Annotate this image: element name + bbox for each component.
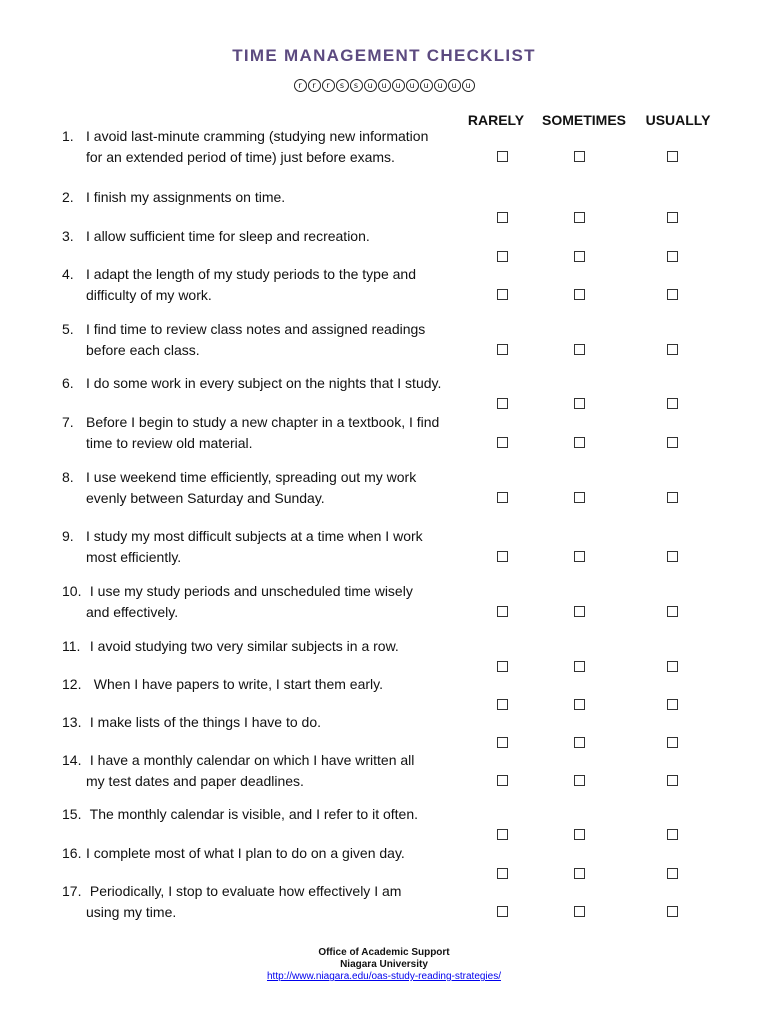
checkbox-usually[interactable] [667,289,678,300]
checkbox-usually[interactable] [667,551,678,562]
checkbox-rarely[interactable] [497,344,508,355]
item-number: 16. [62,845,82,861]
checkbox-usually[interactable] [667,492,678,503]
column-header-sometimes: SOMETIMES [541,112,626,128]
checkbox-rarely[interactable] [497,661,508,672]
rating-circles [0,79,768,92]
checklist-item [62,319,462,360]
checkbox-rarely[interactable] [497,212,508,223]
checkbox-sometimes[interactable] [574,492,585,503]
item-text-continued: difficulty of my work. [86,286,212,303]
item-text-continued: time to review old material. [86,434,253,451]
checklist-item [62,126,462,167]
checkbox-rarely[interactable] [497,551,508,562]
checkbox-rarely[interactable] [497,437,508,448]
checklist-item [62,226,462,247]
checkbox-sometimes[interactable] [574,398,585,409]
checkbox-sometimes[interactable] [574,829,585,840]
item-number: 3. [62,228,74,244]
checkbox-rarely[interactable] [497,289,508,300]
item-line1 [62,674,462,695]
item-text: I avoid last-minute cramming (studying new information [86,128,429,144]
circle-letter: r [322,79,335,92]
checkbox-usually[interactable] [667,868,678,879]
item-number: 10. [62,583,82,599]
item-line1 [62,526,462,547]
checkbox-rarely[interactable] [497,398,508,409]
item-text: Periodically, I stop to evaluate how effectively I am [86,883,402,899]
checkbox-sometimes[interactable] [574,906,585,917]
column-header-rarely: RARELY [467,112,525,128]
checklist-item [62,674,462,695]
item-number: 12. [62,676,82,692]
item-line1 [62,881,462,902]
item-text: I complete most of what I plan to do on a given day. [86,845,405,861]
page-title: TIME MANAGEMENT CHECKLIST [232,46,536,65]
checklist-item [62,412,462,453]
item-number: 17. [62,883,82,899]
footer-university: Niagara University [340,959,428,970]
item-line1 [62,412,462,433]
checkbox-sometimes[interactable] [574,661,585,672]
checkbox-rarely[interactable] [497,606,508,617]
item-number: 13. [62,714,82,730]
checklist-item [62,636,462,657]
item-number: 4. [62,266,74,282]
checkbox-usually[interactable] [667,829,678,840]
item-line1 [62,467,462,488]
item-text-continued: and effectively. [86,603,179,620]
checklist-item [62,712,462,733]
checkbox-sometimes[interactable] [574,289,585,300]
checkbox-rarely[interactable] [497,775,508,786]
item-text: I use my study periods and unscheduled time wisely [86,583,413,599]
checklist-item [62,264,462,305]
circle-letter: u [364,79,377,92]
checklist-item [62,187,462,208]
checkbox-usually[interactable] [667,737,678,748]
item-line1 [62,187,462,208]
checkbox-rarely[interactable] [497,251,508,262]
checkbox-usually[interactable] [667,906,678,917]
item-text-continued: before each class. [86,341,200,358]
checkbox-sometimes[interactable] [574,251,585,262]
item-text: Before I begin to study a new chapter in a textbook, I find [86,414,440,430]
item-text: I make lists of the things I have to do. [86,714,322,730]
checkbox-rarely[interactable] [497,906,508,917]
column-header-usually: USUALLY [645,112,711,128]
checklist-item [62,373,462,394]
checklist-item [62,581,462,622]
checkbox-sometimes[interactable] [574,437,585,448]
checkbox-rarely[interactable] [497,829,508,840]
item-line1 [62,843,462,864]
item-number: 14. [62,752,82,768]
item-text-continued: most efficiently. [86,548,182,565]
checkbox-usually[interactable] [667,212,678,223]
checkbox-rarely[interactable] [497,699,508,710]
checkbox-usually[interactable] [667,661,678,672]
item-text-continued: using my time. [86,903,177,920]
checkbox-sometimes[interactable] [574,344,585,355]
item-text: I avoid studying two very similar subjects in a row. [86,638,399,654]
checkbox-rarely[interactable] [497,151,508,162]
checklist-item [62,750,462,791]
item-text: I do some work in every subject on the nights that I study. [86,375,442,391]
item-line1 [62,636,462,657]
circle-letter: u [378,79,391,92]
circle-letter: u [462,79,475,92]
item-line1 [62,804,462,825]
checklist-item [62,526,462,567]
item-number: 5. [62,321,74,337]
checkbox-rarely[interactable] [497,737,508,748]
checkbox-sometimes[interactable] [574,868,585,879]
checkbox-usually[interactable] [667,151,678,162]
item-number: 2. [62,189,74,205]
item-line1 [62,712,462,733]
item-number: 1. [62,128,74,144]
footer-link[interactable]: http://www.niagara.edu/oas-study-reading-strategies/ [266,971,501,982]
checkbox-usually[interactable] [667,606,678,617]
checkbox-usually[interactable] [667,699,678,710]
circle-letter: u [406,79,419,92]
checkbox-usually[interactable] [667,344,678,355]
item-number: 7. [62,414,74,430]
circle-letter: r [294,79,307,92]
checkbox-rarely[interactable] [497,868,508,879]
footer [0,947,768,983]
circle-letter: u [392,79,405,92]
item-text: I allow sufficient time for sleep and recreation. [86,228,370,244]
item-number: 8. [62,469,74,485]
checklist-item [62,804,462,825]
item-line1 [62,373,462,394]
circle-letter: u [448,79,461,92]
checkbox-sometimes[interactable] [574,775,585,786]
item-line1 [62,581,462,602]
item-text: I finish my assignments on time. [86,189,286,205]
item-line1 [62,264,462,285]
item-line1 [62,126,462,147]
item-line1 [62,750,462,771]
item-text: I have a monthly calendar on which I have written all [86,752,415,768]
item-number: 11. [62,638,81,654]
checkbox-sometimes[interactable] [574,551,585,562]
checkbox-usually[interactable] [667,251,678,262]
checkbox-usually[interactable] [667,437,678,448]
item-text: I find time to review class notes and assigned readings [86,321,426,337]
circle-letter: s [336,79,349,92]
item-line1 [62,319,462,340]
checkbox-sometimes[interactable] [574,606,585,617]
circle-letter: u [420,79,433,92]
item-number: 6. [62,375,74,391]
checkbox-sometimes[interactable] [574,737,585,748]
circle-letter: r [308,79,321,92]
item-number: 9. [62,528,74,544]
item-text: I use weekend time efficiently, spreading out my work [86,469,417,485]
item-text: The monthly calendar is visible, and I refer to it often. [86,806,419,822]
checkbox-usually[interactable] [667,775,678,786]
item-text-continued: my test dates and paper deadlines. [86,772,304,789]
item-text: When I have papers to write, I start them early. [86,676,383,692]
item-text-continued: evenly between Saturday and Sunday. [86,489,325,506]
item-text-continued: for an extended period of time) just before exams. [86,148,395,165]
item-text: I adapt the length of my study periods to the type and [86,266,416,282]
checklist-item [62,881,462,922]
item-number: 15. [62,806,82,822]
circle-letter: s [350,79,363,92]
checkbox-rarely[interactable] [497,492,508,503]
checkbox-sometimes[interactable] [574,151,585,162]
checklist-item [62,467,462,508]
checkbox-sometimes[interactable] [574,699,585,710]
checklist-item [62,843,462,864]
item-line1 [62,226,462,247]
footer-office: Office of Academic Support [318,947,450,958]
item-text: I study my most difficult subjects at a time when I work [86,528,423,544]
checkbox-sometimes[interactable] [574,212,585,223]
circle-letter: u [434,79,447,92]
checkbox-usually[interactable] [667,398,678,409]
